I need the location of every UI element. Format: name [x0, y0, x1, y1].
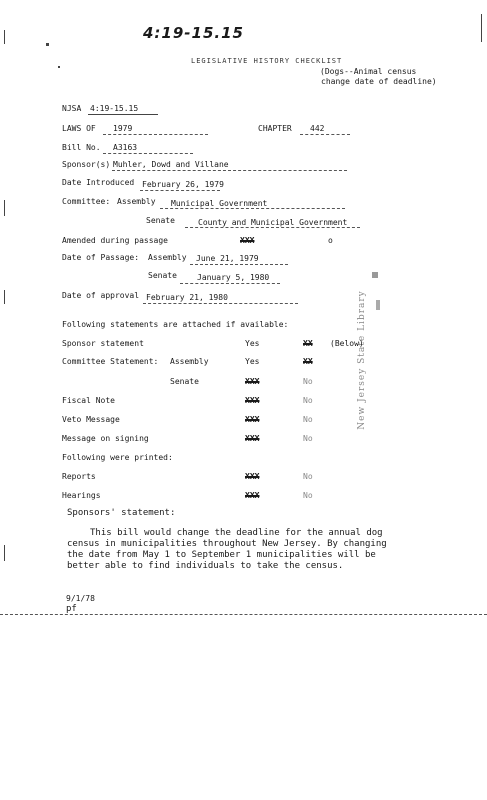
statement-row-label: Veto Message	[62, 415, 120, 424]
footer-date: 9/1/78	[66, 594, 95, 603]
sponsors-underline	[112, 170, 347, 171]
passage-senate-underline	[180, 283, 280, 284]
date-introduced-label: Date Introduced	[62, 178, 135, 187]
bill-no-value: A3163	[113, 143, 138, 152]
laws-of-value: 1979	[113, 124, 133, 133]
printed-row-col2: No	[303, 491, 313, 500]
statement-row-label: Sponsor statement	[62, 339, 144, 348]
committee-assembly-value: Municipal Government	[171, 199, 268, 208]
statement-row-col1: XXX	[245, 377, 260, 386]
sponsors-statement-line: better able to find individuals to take the census.	[67, 561, 344, 571]
sponsors-statement-line: census in municipalities throughout New Jersey. By changing	[67, 539, 387, 549]
passage-assembly-underline	[190, 264, 288, 265]
handwritten-code: 4:19-15.15	[143, 24, 244, 42]
chapter-value: 442	[310, 124, 325, 133]
scan-speck	[58, 66, 60, 68]
following-printed-heading: Following were printed:	[62, 453, 173, 462]
left-edge-mark	[4, 30, 5, 44]
printed-row-label: Hearings	[62, 491, 101, 500]
date-introduced-underline	[140, 190, 220, 191]
committee-senate-label: Senate	[146, 216, 175, 225]
printed-row-label: Reports	[62, 472, 96, 481]
njsa-value: 4:19-15.15	[90, 104, 139, 113]
stamp-speck	[372, 272, 378, 278]
laws-of-underline	[103, 134, 208, 135]
chapter-underline	[300, 134, 350, 135]
printed-row-col1: XXX	[245, 491, 260, 500]
approval-underline	[143, 303, 298, 304]
statement-row-col2: No	[303, 434, 313, 443]
statement-row-note: (Below)	[330, 339, 364, 348]
statement-row-col1: XXX	[245, 434, 260, 443]
sponsors-label: Sponsor(s)	[62, 160, 111, 169]
statement-row-sub: Senate	[170, 377, 199, 386]
statement-row-col1: Yes	[245, 339, 260, 348]
njsa-label: NJSA	[62, 104, 82, 113]
left-edge-mark	[4, 200, 5, 216]
statement-row-col2: No	[303, 396, 313, 405]
sponsors-statement-line: This bill would change the deadline for the annual dog	[90, 528, 383, 538]
bill-no-underline	[103, 153, 193, 154]
subject-line-2: change date of deadline)	[321, 77, 437, 86]
footer-initials: pf	[66, 604, 77, 614]
statement-row-col1: XXX	[245, 396, 260, 405]
committee-label: Committee:	[62, 197, 111, 206]
page-bottom-rule	[0, 614, 487, 615]
printed-row-col2: No	[303, 472, 313, 481]
printed-row-col1: XXX	[245, 472, 260, 481]
statement-row-sub: Assembly	[170, 357, 209, 366]
amended-label: Amended during passage	[62, 236, 168, 245]
statement-row-col2: XX	[303, 339, 313, 348]
statement-row-col2: XX	[303, 357, 313, 366]
committee-senate-value: County and Municipal Government	[198, 218, 348, 227]
passage-senate-label: Senate	[148, 271, 177, 280]
subject-line-1: (Dogs--Animal census	[320, 67, 417, 76]
statement-row-label: Fiscal Note	[62, 396, 115, 405]
statement-row-label: Message on signing	[62, 434, 149, 443]
committee-assembly-underline	[160, 208, 345, 209]
left-edge-mark	[4, 545, 5, 561]
statement-row-col1: Yes	[245, 357, 260, 366]
library-stamp: New Jersey State Library	[356, 290, 367, 430]
statement-row-label: Committee Statement:	[62, 357, 159, 366]
sponsors-value: Muhler, Dowd and Villane	[113, 160, 229, 169]
statement-row-col1: XXX	[245, 415, 260, 424]
approval-value: February 21, 1980	[146, 293, 228, 302]
following-attached-heading: Following statements are attached if available:	[62, 320, 289, 329]
committee-senate-underline	[185, 227, 360, 228]
date-introduced-value: February 26, 1979	[142, 180, 224, 189]
chapter-label: CHAPTER	[258, 124, 292, 133]
amended-value: XXX	[240, 236, 255, 245]
passage-senate-value: January 5, 1980	[197, 273, 270, 282]
scan-speck	[46, 43, 49, 46]
stamp-speck	[376, 300, 380, 310]
njsa-underline	[88, 114, 158, 115]
statement-row-col2: No	[303, 415, 313, 424]
right-edge-mark	[481, 14, 482, 42]
laws-of-label: LAWS OF	[62, 124, 96, 133]
approval-label: Date of approval	[62, 291, 140, 300]
committee-assembly-label: Assembly	[117, 197, 156, 206]
sponsors-statement-heading: Sponsors' statement:	[67, 508, 176, 518]
amended-mark: o	[328, 236, 333, 245]
passage-assembly-label: Assembly	[148, 253, 187, 262]
statement-row-col2: No	[303, 377, 313, 386]
left-edge-mark	[4, 290, 5, 304]
passage-label: Date of Passage:	[62, 253, 140, 262]
passage-assembly-value: June 21, 1979	[196, 254, 259, 263]
document-title: LEGISLATIVE HISTORY CHECKLIST	[191, 57, 343, 65]
sponsors-statement-line: the date from May 1 to September 1 municipalities will be	[67, 550, 376, 560]
bill-no-label: Bill No.	[62, 143, 101, 152]
